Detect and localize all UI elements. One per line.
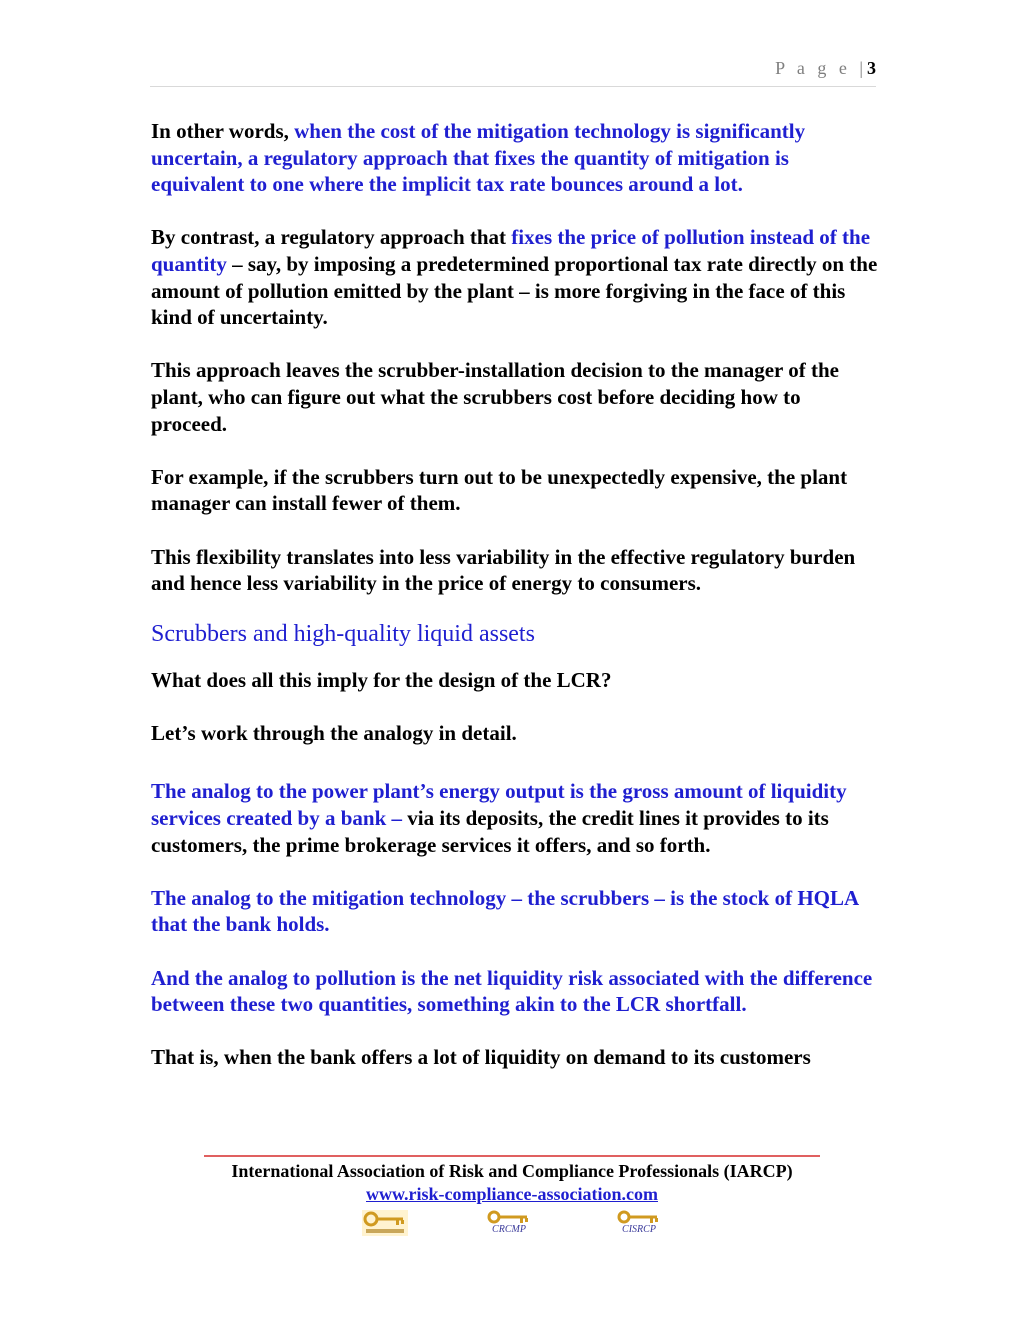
- key-logo-crcmp: [486, 1210, 532, 1235]
- footer-logos: [0, 1210, 1024, 1242]
- key-logo-cisrcp: [616, 1210, 662, 1235]
- paragraph-3: This approach leaves the scrubber-installation decision to the manager of the plant, who can figure out what the scrubbers cost before deciding how to proceed.: [151, 358, 839, 436]
- key-icon: [362, 1210, 408, 1236]
- key-icon: [616, 1210, 662, 1224]
- page-header: [150, 58, 876, 87]
- page-footer: [204, 1155, 820, 1206]
- logo-label-crcmp: CRCMP: [492, 1224, 526, 1235]
- paragraph-1: [151, 118, 881, 198]
- paragraph-2-highlight: fixes the price of pollution instead of the quantity: [151, 225, 871, 276]
- paragraph-4: For example, if the scrubbers turn out to be unexpectedly expensive, the plant manager can install fewer of them.: [151, 464, 848, 516]
- paragraph-10: And the analog to pollution is the net liquidity risk associated with the difference between these two quantities, something akin to the LCR shortfall.: [151, 965, 873, 1017]
- logo-label-cisrcp: CISRCP: [622, 1224, 656, 1235]
- paragraph-1-highlight: when the cost of the mitigation technology is significantly uncertain, a regulatory approach that fixes the quantity of mitigation is equivalent to one where the implicit tax rate bounces around a lot.: [151, 119, 806, 197]
- paragraph-9: The analog to the mitigation technology – the scrubbers – is the stock of HQLA that the bank holds.: [151, 885, 858, 937]
- paragraph-2-text-c: – say, by imposing a predetermined proportional tax rate directly on the amount of pollution emitted by the plant – is more forgiving in the face of this kind of uncertainty.: [151, 251, 878, 330]
- page-number: 3: [867, 58, 876, 78]
- key-logo-member: [362, 1210, 408, 1236]
- footer-link[interactable]: www.risk-compliance-association.com: [366, 1184, 658, 1204]
- paragraph-8-highlight: The analog to the power plant’s energy output is the gross amount of liquidity services created by a bank –: [151, 779, 847, 831]
- paragraph-11: That is, when the bank offers a lot of liquidity on demand to its customers: [151, 1045, 811, 1070]
- key-icon: [486, 1210, 532, 1224]
- paragraph-8: [151, 778, 881, 858]
- section-heading: Scrubbers and high-quality liquid assets: [151, 620, 535, 647]
- paragraph-7: Let’s work through the analogy in detail.: [151, 720, 517, 745]
- page-label: P a g e |: [775, 58, 867, 78]
- paragraph-2-text-a: By contrast, a regulatory approach that: [151, 225, 512, 250]
- paragraph-2: [151, 224, 881, 330]
- paragraph-1-text: In other words,: [151, 119, 295, 143]
- footer-org: International Association of Risk and Compliance Professionals (IARCP): [231, 1161, 793, 1181]
- paragraph-8-text: via its deposits, the credit lines it provides to its customers, the prime brokerage services it offers, and so forth.: [151, 806, 829, 857]
- paragraph-5: This flexibility translates into less variability in the effective regulatory burden and hence less variability in the price of energy to consumers.: [151, 544, 856, 596]
- paragraph-6: What does all this imply for the design of the LCR?: [151, 667, 612, 692]
- main-content: [151, 118, 881, 1098]
